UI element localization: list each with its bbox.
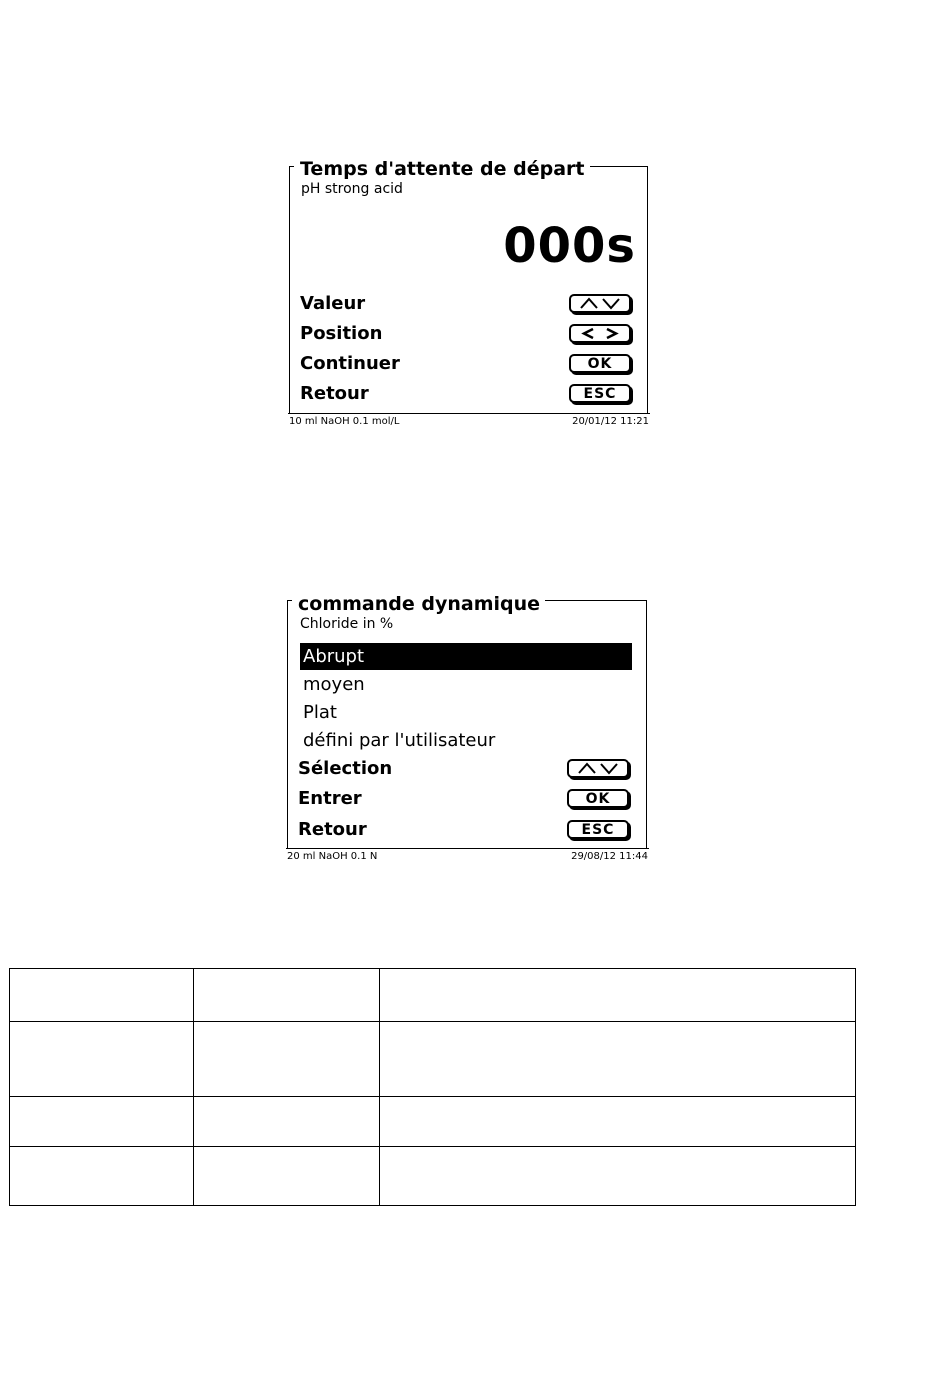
up-down-button[interactable] [567, 759, 629, 778]
table-cell [380, 1097, 856, 1147]
table-row [10, 1097, 856, 1147]
table-cell [380, 1147, 856, 1206]
screen-title: Temps d'attente de départ [294, 159, 590, 179]
table-cell [380, 1022, 856, 1097]
esc-button[interactable]: ESC [569, 384, 631, 403]
table-row [10, 1147, 856, 1206]
status-bar [286, 848, 649, 864]
key-label-value: Valeur [300, 293, 366, 314]
key-row-position [288, 322, 650, 348]
option-user-defined[interactable]: défini par l'utilisateur [303, 730, 496, 751]
table-row [10, 1022, 856, 1097]
table-cell [194, 969, 380, 1022]
key-label-selection: Sélection [298, 758, 393, 779]
reagent-info: 10 ml NaOH 0.1 mol/L [289, 416, 400, 427]
empty-table [9, 968, 856, 1206]
wait-time-value: 000s [503, 218, 636, 274]
method-name: pH strong acid [301, 181, 403, 197]
option-plat[interactable]: Plat [303, 702, 337, 723]
table-cell [194, 1097, 380, 1147]
screen-title: commande dynamique [292, 594, 545, 614]
up-down-arrows-icon [579, 297, 621, 310]
key-label-enter: Entrer [298, 788, 362, 809]
screen-start-wait-time [288, 158, 650, 430]
table-row [10, 969, 856, 1022]
date-time: 20/01/12 11:21 [572, 416, 649, 427]
table-cell [10, 1147, 194, 1206]
key-label-position: Position [300, 323, 383, 344]
table-cell [380, 969, 856, 1022]
status-bar [288, 413, 650, 429]
screen-dynamic-control [286, 593, 649, 865]
date-time: 29/08/12 11:44 [571, 851, 648, 862]
option-moyen[interactable]: moyen [303, 674, 365, 695]
key-row-selection [286, 757, 649, 783]
key-row-continue [288, 352, 650, 378]
reagent-info: 20 ml NaOH 0.1 N [287, 851, 378, 862]
left-right-button[interactable] [569, 324, 631, 343]
ok-button[interactable]: OK [567, 789, 629, 808]
key-row-enter [286, 787, 649, 813]
left-right-arrows-icon [579, 327, 621, 340]
key-row-back [288, 382, 650, 408]
method-name: Chloride in % [300, 616, 394, 632]
key-row-value [288, 292, 650, 318]
table-cell [10, 1097, 194, 1147]
key-label-continue: Continuer [300, 353, 400, 374]
key-label-back: Retour [300, 383, 369, 404]
table-cell [194, 1022, 380, 1097]
up-down-button[interactable] [569, 294, 631, 313]
table-cell [194, 1147, 380, 1206]
table-cell [10, 1022, 194, 1097]
up-down-arrows-icon [577, 762, 619, 775]
key-label-back: Retour [298, 819, 367, 840]
ok-button[interactable]: OK [569, 354, 631, 373]
option-abrupt[interactable]: Abrupt [300, 643, 632, 670]
esc-button[interactable]: ESC [567, 820, 629, 839]
key-row-back [286, 817, 649, 843]
table-cell [10, 969, 194, 1022]
